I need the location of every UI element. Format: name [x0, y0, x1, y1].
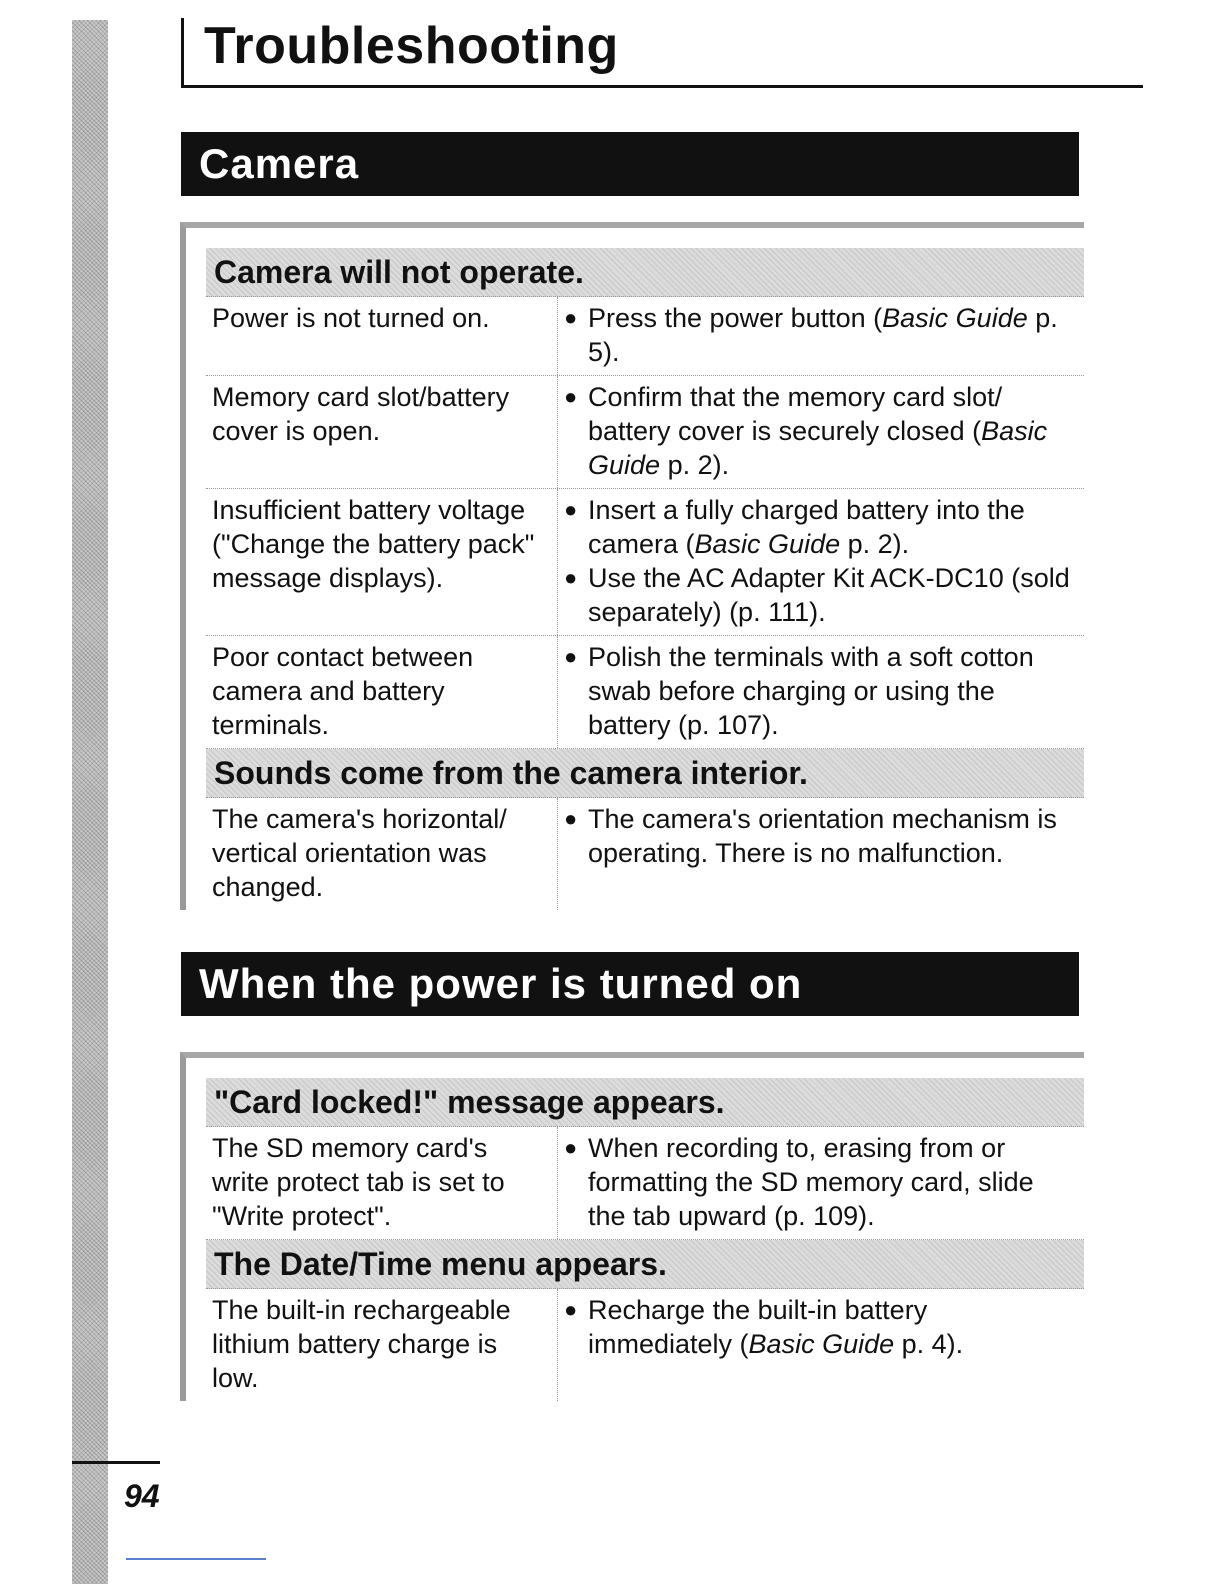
solution-text: p. 5). — [588, 303, 1058, 367]
page-number: 94 — [124, 1478, 160, 1514]
section-title: Camera — [199, 140, 360, 187]
page-title-frame — [181, 18, 1143, 88]
troubleshooting-block-camera — [180, 222, 1084, 910]
issue-heading: Camera will not operate. — [206, 248, 1084, 297]
solution-cell — [558, 798, 1084, 910]
bottom-divider — [126, 1558, 266, 1560]
solution-item — [564, 1293, 1078, 1361]
solution-item — [564, 493, 1078, 561]
solution-item — [564, 301, 1078, 369]
solution-text: Polish the terminals with a soft cotton swab before charging or using the battery (p. 107). — [588, 642, 1034, 740]
page-number-rule — [72, 1461, 160, 1464]
solution-cell — [558, 1127, 1084, 1239]
solution-cell — [558, 376, 1084, 488]
side-decorative-strip — [72, 20, 108, 1584]
solution-item — [564, 561, 1078, 629]
solution-text: Confirm that the memory card slot/ battery cover is securely closed ( — [588, 382, 1003, 446]
solution-text: p. 2). — [660, 450, 730, 480]
table-row — [206, 636, 1084, 749]
issue-heading: Sounds come from the camera interior. — [206, 749, 1084, 798]
solution-cell — [558, 489, 1084, 635]
table-row — [206, 1127, 1084, 1240]
cause-cell: Power is not turned on. — [206, 297, 558, 375]
solution-text: Insert a fully charged battery into the camera ( — [588, 495, 1025, 559]
troubleshooting-block-power-on — [180, 1052, 1084, 1401]
solution-cell — [558, 636, 1084, 748]
solution-item — [564, 640, 1078, 742]
page-title: Troubleshooting — [204, 17, 619, 75]
solution-text: Recharge the built-in battery immediately ( — [588, 1295, 928, 1359]
solution-text: p. 2). — [840, 529, 910, 559]
solution-text: The camera's orientation mechanism is operating. There is no malfunction. — [588, 804, 1057, 868]
table-row — [206, 297, 1084, 376]
guide-reference: Basic Guide — [748, 1329, 895, 1359]
table-row — [206, 798, 1084, 910]
solution-item — [564, 1131, 1078, 1233]
solution-cell — [558, 1289, 1084, 1401]
guide-reference: Basic Guide — [694, 529, 841, 559]
solution-item — [564, 380, 1078, 482]
cause-cell: Insufficient battery voltage ("Change the battery pack" message displays). — [206, 489, 558, 635]
solution-cell — [558, 297, 1084, 375]
solution-item — [564, 802, 1078, 870]
cause-cell: The camera's horizontal/ vertical orientation was changed. — [206, 798, 558, 910]
solution-text: Use the AC Adapter Kit ACK-DC10 (sold separately) (p. 111). — [588, 563, 1070, 627]
table-row — [206, 376, 1084, 489]
cause-cell: The built-in rechargeable lithium battery charge is low. — [206, 1289, 558, 1401]
section-title: When the power is turned on — [199, 960, 803, 1007]
table-row — [206, 1289, 1084, 1401]
cause-cell: The SD memory card's write protect tab is set to "Write protect". — [206, 1127, 558, 1239]
section-header-power-on — [181, 952, 1079, 1016]
issue-heading: "Card locked!" message appears. — [206, 1078, 1084, 1127]
table-row — [206, 489, 1084, 636]
solution-text: p. 4). — [894, 1329, 964, 1359]
cause-cell: Poor contact between camera and battery terminals. — [206, 636, 558, 748]
solution-text: Press the power button ( — [588, 303, 883, 333]
solution-text: When recording to, erasing from or formatting the SD memory card, slide the tab upward (p. 109). — [588, 1133, 1034, 1231]
guide-reference: Basic Guide — [588, 416, 1048, 480]
guide-reference: Basic Guide — [882, 303, 1028, 333]
issue-heading: The Date/Time menu appears. — [206, 1240, 1084, 1289]
section-header-camera — [181, 132, 1079, 196]
cause-cell: Memory card slot/battery cover is open. — [206, 376, 558, 488]
